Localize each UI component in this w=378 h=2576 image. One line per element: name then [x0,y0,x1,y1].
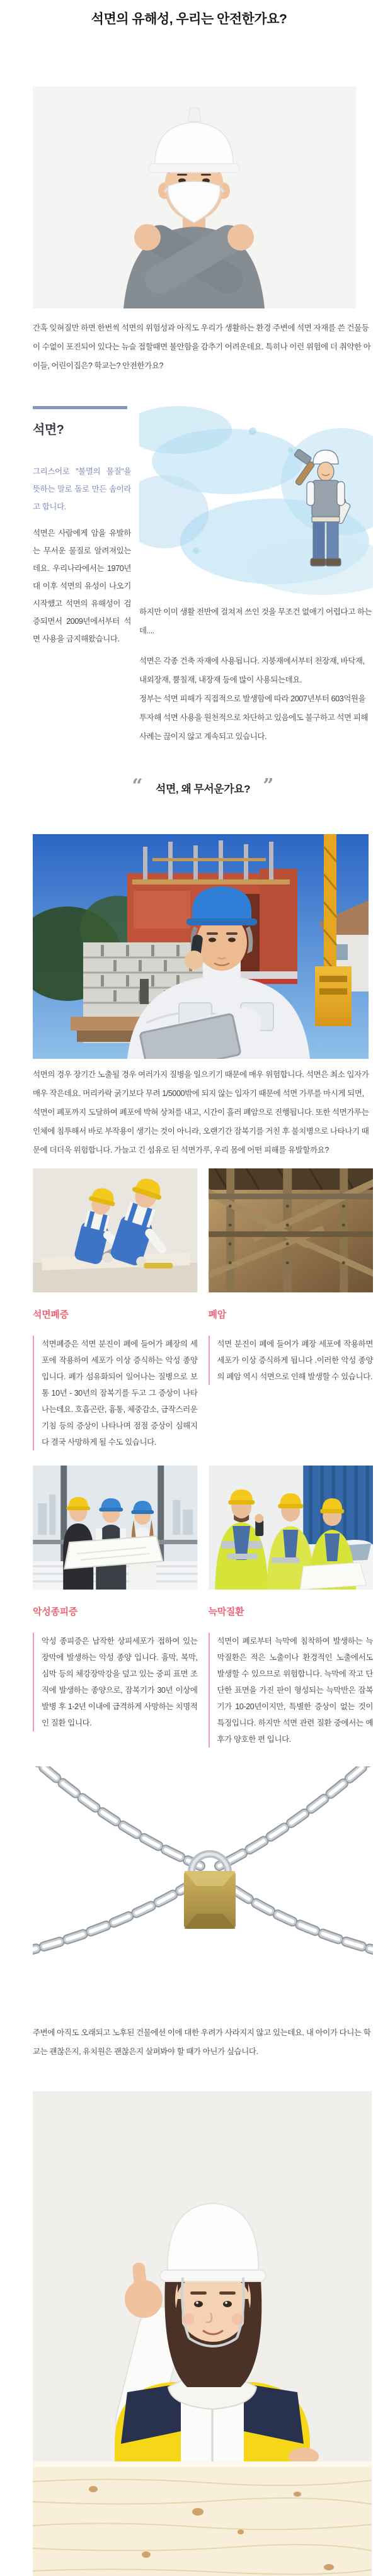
article-content [33,86,373,2576]
what-left-column [33,406,131,746]
accent-bar [33,406,127,409]
what-right-column [139,406,373,746]
why-heading-text: 석면, 왜 무서운가요? [156,783,250,795]
open-quote-mark: “ [132,775,143,797]
section-what-is-asbestos [33,406,373,746]
section-why-heading [33,777,373,803]
card-photo-team-blueprint [33,1466,198,1590]
intro-paragraph: 간혹 잊혀질만 하면 한번씩 석면의 위험성과 아직도 우리가 생활하는 환경 주변에 석면 자재를 쓴 건물등 이 수없이 포진되어 있다는 뉴슬 접할때면 불안함을 감추기 어려운데요. 특히나 이런 위험에 더 취약한 아이들, 어린이집은? 학교는? 안전한가요? [33,324,371,370]
disease-card-mesothelioma [33,1466,198,1748]
disease-body-asbestosis: 석면폐증은 석면 분진이 폐에 들어가 폐장의 세포에 작용하여 세포가 이상 증식하는 악성 종양 입니다. 폐가 섬유화되어 일어나는 질병으로 보통 10년 - 30년의 잠복기를 두고 그 증상이 나타나는데요. 호흡곤란, 흉통, 체중감소, 급작스러운 기침 등의 증상이 나타나며 점점 증상이 심해지다 결국 사망하게 될 수도 있습니다. [33,1336,198,1450]
what-lead-text: 그리스어로 "불멸의 물질"을 뜻하는 말로 돌로 만든 솜이라고 합니다. [33,467,131,511]
close-quote-mark: ” [263,775,274,797]
disease-label-pleural: 늑막질환 [208,1607,244,1617]
hero-photo-worker-crossed-arms [33,86,373,308]
what-left-body: 석면은 사람에게 암을 유발하는 무서운 물질로 알려져있는데요. 우리나라에서는 1970년대 이후 석면의 유성이 나오기 시작했고 석면의 유해성이 검증되면서 2009년에서부터 석면 사용을 금지해왔습니다. [33,529,131,643]
page-title: 석면의 유해성, 우리는 안전한가요? [91,12,287,26]
disease-label-asbestosis: 석면폐증 [33,1309,69,1320]
disease-card-lung-cancer [209,1168,374,1450]
outro-paragraph: 주변에 아직도 오래되고 노후된 건물에선 이에 대한 우려가 사라지지 않고 있는데요. 내 아이가 다니는 학교는 괜찮은지, 유치원은 괜찮은지 살펴봐야 할 때가 아닌가 싶습니다. [33,2028,371,2056]
what-right-p1: 하지만 이미 생활 전반에 걸쳐져 쓰인 것을 무조건 없애기 어렵다고 하는데.... [139,607,372,635]
card-photo-safety-vest-workers [209,1466,374,1590]
woman-thumbs-up-photo [33,2091,373,2576]
disease-card-pleural [209,1466,374,1748]
chains-padlock-photo [33,1766,373,1998]
disease-cards-row-2 [33,1466,373,1748]
disease-body-mesothelioma: 악성 종피증은 납작한 상피세포가 접하여 있는 장막에 발생하는 악성 종양 입니다. 흉막, 복막, 심막 등의 체강장막강을 덮고 있는 중피 표면 조직에 발생하는 종양으로, 잠복기가 30년 이상에 발병 후 1-2년 이내에 급격하게 사망하는 치명적인 질환 입니다. [33,1633,198,1731]
what-right-p2: 석면은 각종 건축 자재에 사용됩니다. 지붕재에서부터 천장재, 바닥재, 내외장재, 뿜칠재, 내장재 등에 많이 사용되는데요. [139,657,365,684]
construction-site-photo [33,834,373,1059]
what-right-p3: 정부는 석면 피해가 직접적으로 발생함에 따라 2007년부터 603억원을 투자해 석면 사용을 원천적으로 차단하고 있음에도 불구하고 석면 피해 사례는 끊이지 않고 계속되고 있습니다. [139,694,369,741]
card-photo-workers-sawing [33,1168,198,1292]
watercolor-worker-illustration [139,406,373,595]
why-paragraph: 석면의 경우 장기간 노출될 경우 여러가지 질병을 일으키기 때문에 매우 위험합니다. 석면은 최소 입자가 매우 작은데요. 머리카락 굵기보다 무려 1/5000밖에 되지 않는 입자기 때문에 석면 가루를 마시게 되면, 석면이 폐포까지 도달하여 폐포에 박혀 상처를 내고, 시간이 흘러 폐암으로 진행됩니다. 또한 석면가루는 인체에 침투해서 바로 부작용이 생기는 것이 아니라, 오랜기간 잠복기를 거친 후 불치병으로 나타나기 때문에 더더욱 위험합니다. 가늘고 긴 섬유로 된 석면가루, 우리 몸에 어떤 피해를 유발할까요? [33,1070,369,1155]
what-heading: 석면? [33,423,64,437]
card-photo-steel-scaffolding [209,1168,374,1292]
disease-card-asbestosis [33,1168,198,1450]
disease-cards-row-1 [33,1168,373,1450]
disease-body-lung-cancer: 석면 분진이 폐에 들어가 폐장 세포에 작용하면 세포가 이상 증식하게 됩니다 .이러한 악성 종양의 폐암 역시 석면으로 인해 발생할 수 있습니다. [209,1336,374,1385]
disease-label-mesothelioma: 악성종피증 [33,1607,77,1617]
disease-label-lung-cancer: 폐암 [208,1309,226,1320]
disease-body-pleural: 석면이 폐로부터 늑막에 침착하여 발생하는 늑막질환은 적은 노출이나 환경적인 노출에서도 발생할 수 있으므로 위험합니다. 늑막에 작고 단단한 표면을 가진 판이 형성되는 늑막반은 잠복기가 10-20년이지만, 특별한 증상이 없는 것이 특징입니다. 하지만 석면 관련 질환 중에서는 예후가 양호한 편 입니다. [209,1633,374,1748]
